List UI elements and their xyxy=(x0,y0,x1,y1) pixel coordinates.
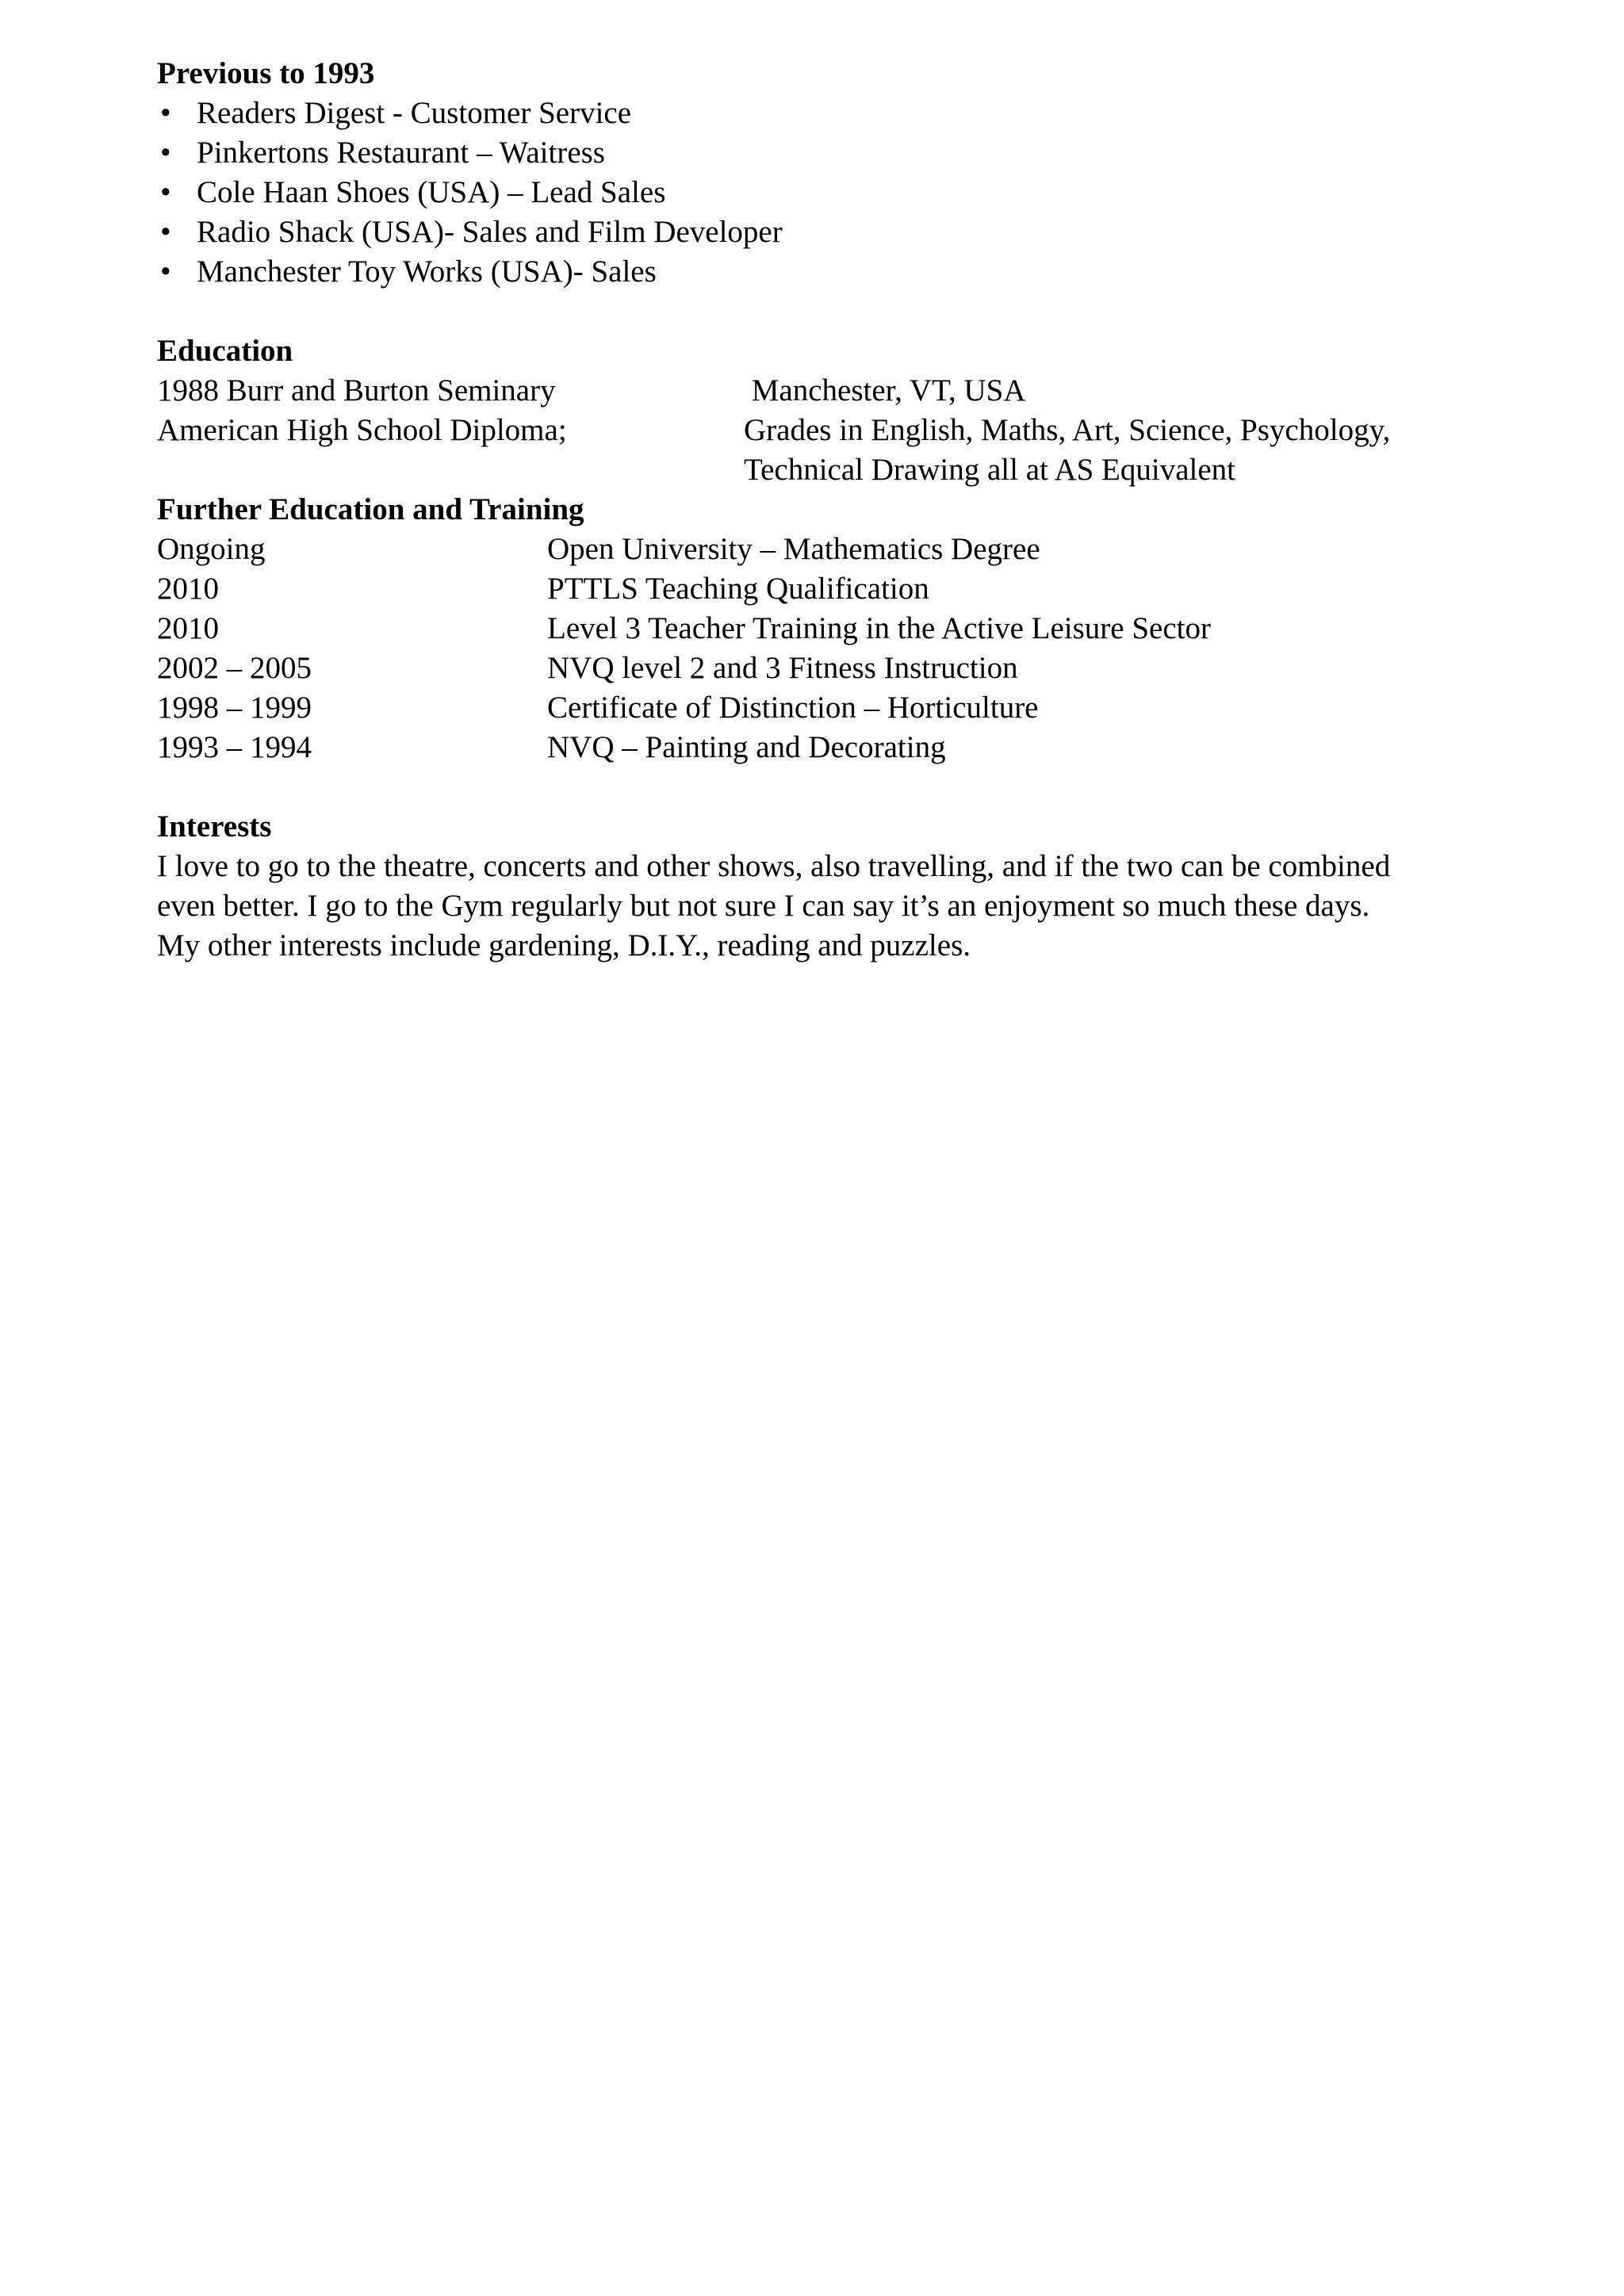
previous-heading: Previous to 1993 xyxy=(157,56,375,90)
education-grades: Technical Drawing all at AS Equivalent xyxy=(744,453,1236,487)
interests-heading: Interests xyxy=(157,809,272,844)
section-spacer xyxy=(157,767,1473,807)
list-item xyxy=(157,173,1473,212)
training-date: Ongoing xyxy=(157,532,266,566)
training-date: 1993 – 1994 xyxy=(157,730,312,764)
resume-page xyxy=(157,54,1473,966)
table-row xyxy=(157,569,1473,609)
list-item xyxy=(157,133,1473,173)
job-text: Pinkertons Restaurant – Waitress xyxy=(197,136,605,170)
training-date: 2010 xyxy=(157,572,219,606)
education-school: 1988 Burr and Burton Seminary xyxy=(157,373,556,408)
education-grades: Grades in English, Maths, Art, Science, Psychology, xyxy=(744,413,1391,447)
job-text: Radio Shack (USA)- Sales and Film Developer xyxy=(197,215,783,249)
interests-line: I love to go to the theatre, concerts and other shows, also travelling, and if the two can be combined xyxy=(157,849,1391,883)
section-spacer xyxy=(157,292,1473,331)
training-item: NVQ level 2 and 3 Fitness Instruction xyxy=(547,651,1018,685)
bullet-icon: • xyxy=(160,254,171,289)
education-location: Manchester, VT, USA xyxy=(744,373,1026,408)
table-row xyxy=(157,609,1473,649)
training-item: Level 3 Teacher Training in the Active Leisure Sector xyxy=(547,611,1211,645)
job-text: Readers Digest - Customer Service xyxy=(197,96,632,130)
education-row xyxy=(157,450,1473,490)
interests-line: My other interests include gardening, D.I.Y., reading and puzzles. xyxy=(157,928,971,962)
interests-line: even better. I go to the Gym regularly but not sure I can say it’s an enjoyment so much these days. xyxy=(157,889,1370,923)
bullet-icon: • xyxy=(160,175,171,209)
previous-jobs-list xyxy=(157,94,1473,292)
training-item: Certificate of Distinction – Horticulture xyxy=(547,691,1039,725)
training-item: NVQ – Painting and Decorating xyxy=(547,730,946,764)
job-text: Cole Haan Shoes (USA) – Lead Sales xyxy=(197,175,666,209)
bullet-icon: • xyxy=(160,136,171,170)
education-row xyxy=(157,371,1473,411)
table-row xyxy=(157,649,1473,688)
job-text: Manchester Toy Works (USA)- Sales xyxy=(197,254,657,289)
education-heading: Education xyxy=(157,334,293,368)
list-item xyxy=(157,252,1473,292)
training-date: 1998 – 1999 xyxy=(157,691,312,725)
table-row xyxy=(157,688,1473,728)
table-row xyxy=(157,530,1473,569)
education-qualification: American High School Diploma; xyxy=(157,413,567,447)
table-row xyxy=(157,728,1473,767)
bullet-icon: • xyxy=(160,215,171,249)
training-date: 2010 xyxy=(157,611,219,645)
bullet-icon: • xyxy=(160,96,171,130)
training-item: Open University – Mathematics Degree xyxy=(547,532,1040,566)
training-date: 2002 – 2005 xyxy=(157,651,312,685)
list-item xyxy=(157,94,1473,133)
training-item: PTTLS Teaching Qualification xyxy=(547,572,929,606)
training-heading: Further Education and Training xyxy=(157,492,584,526)
education-row xyxy=(157,411,1473,450)
education-qualification xyxy=(157,450,744,490)
list-item xyxy=(157,212,1473,252)
interests-paragraph xyxy=(157,847,1473,966)
